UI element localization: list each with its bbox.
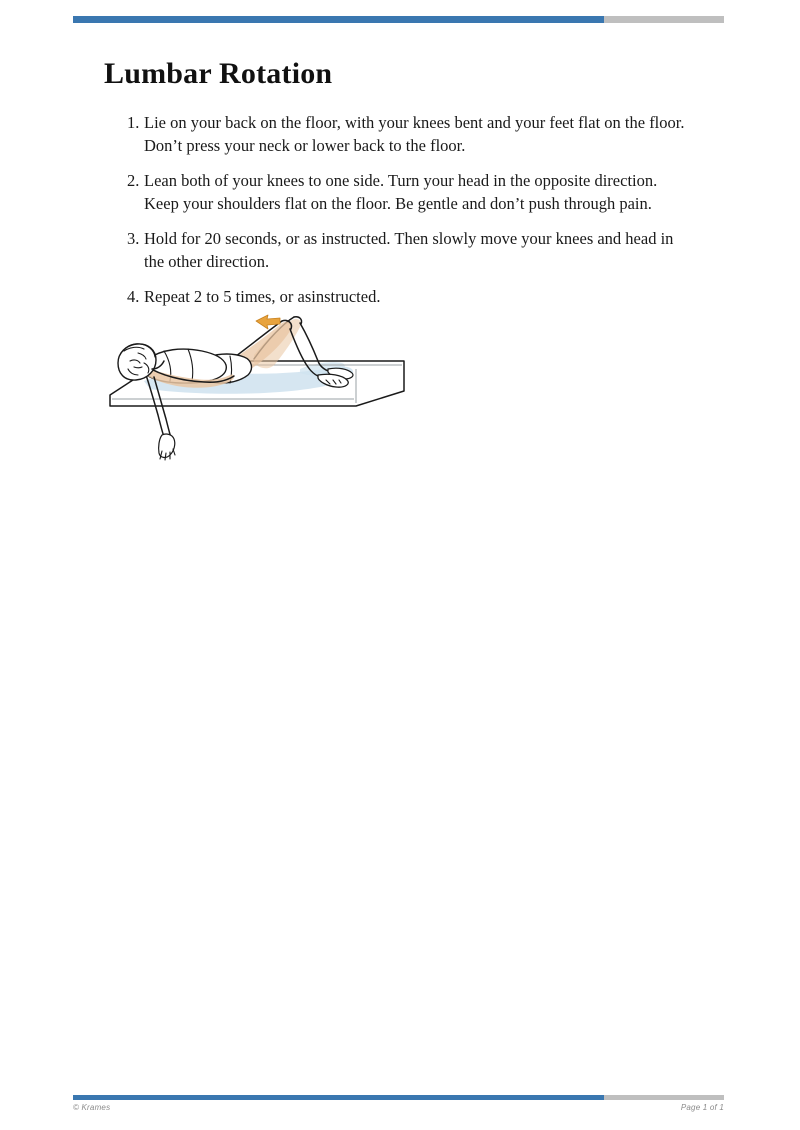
footer-page-number: Page 1 of 1: [680, 1103, 724, 1112]
header-rule-blue-segment: [73, 16, 604, 23]
direction-arrow-icon: [256, 315, 280, 329]
list-item-number: 4.: [127, 287, 140, 306]
header-rule-gray-segment: [604, 16, 724, 23]
list-item-number: 1.: [127, 113, 140, 132]
list-item: [127, 228, 687, 273]
list-item: [127, 112, 687, 157]
list-item-text: Lean both of your knees to one side. Turn your head in the opposite direction. Keep your shoulders flat on the floor. Be gentle and don’t push through pain.: [144, 171, 658, 213]
footer-rule: [73, 1095, 724, 1100]
list-item-text: Repeat 2 to 5 times, or asinstructed.: [144, 287, 381, 306]
instruction-list: [127, 112, 687, 322]
header-rule: [73, 16, 724, 23]
exercise-illustration: [104, 303, 414, 463]
page-title: Lumbar Rotation: [104, 57, 333, 90]
footer-copyright: © Krames: [73, 1103, 111, 1112]
list-item-text: Lie on your back on the floor, with your knees bent and your feet flat on the floor. Don’t press your neck or lower back to the floor.: [144, 113, 685, 155]
footer-rule-blue-segment: [73, 1095, 604, 1100]
exercise-illustration-svg: [104, 303, 414, 463]
list-item: [127, 170, 687, 215]
list-item-number: 3.: [127, 229, 140, 248]
list-item-number: 2.: [127, 171, 140, 190]
footer-rule-gray-segment: [604, 1095, 724, 1100]
list-item-text: Hold for 20 seconds, or as instructed. Then slowly move your knees and head in the other direction.: [144, 229, 674, 271]
